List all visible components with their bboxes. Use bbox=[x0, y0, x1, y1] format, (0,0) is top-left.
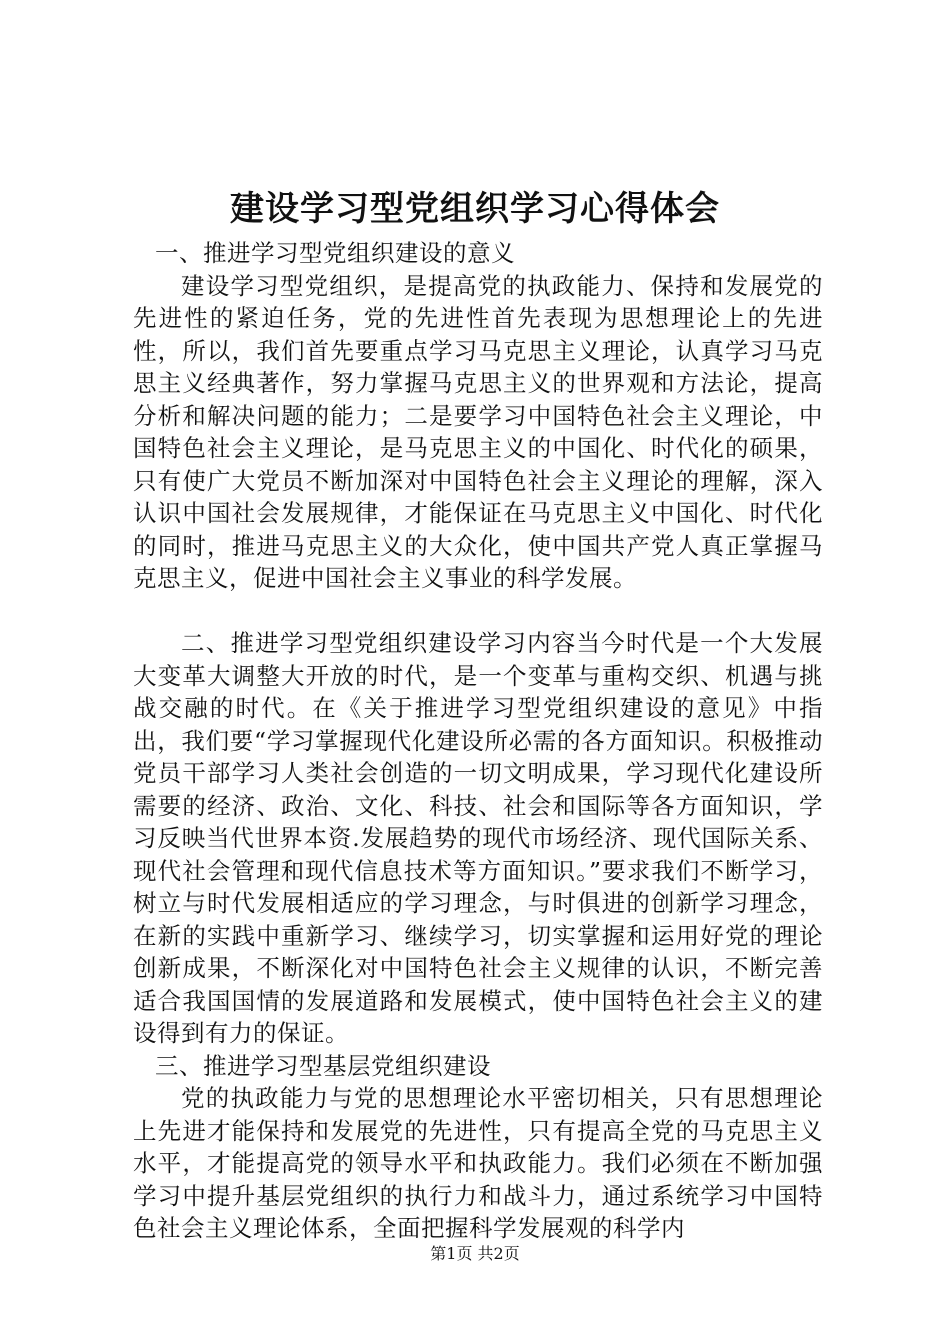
section3-heading: 三、推进学习型基层党组织建设 bbox=[155, 1051, 491, 1080]
section2-paragraph: 二、推进学习型党组织建设学习内容当今时代是一个大发展大变革大调整大开放的时代，是一个变革与重构交织、机遇与挑战交融的时代。在《关于推进学习型党组织建设的意见》中指出，我们要“学习掌握现代化建设所必需的各方面知识。积极推动党员干部学习人类社会创造的一切文明成果，学习现代化建设所需要的经济、政治、文化、科技、社会和国际等各方面知识，学习反映当代世界本资.发展趋势的现代市场经济、现代国际关系、现代社会管理和现代信息技术等方面知识。”要求我们不断学习，树立与时代发展相适应的学习理念，与时俱进的创新学习理念，在新的实践中重新学习、继续学习，切实掌握和运用好党的理论创新成果，不断深化对中国特色社会主义规律的认识，不断完善适合我国国情的发展道路和发展模式，使中国特色社会主义的建设得到有力的保证。 bbox=[133, 629, 823, 1047]
paragraph-spacer bbox=[133, 595, 823, 628]
page-footer: 第1页 共2页 bbox=[430, 1244, 520, 1263]
document-title: 建设学习型党组织学习心得体会 bbox=[230, 189, 720, 229]
section1-paragraph: 建设学习型党组织，是提高党的执政能力、保持和发展党的先进性的紧迫任务，党的先进性首先表现为思想理论上的先进性，所以，我们首先要重点学习马克思主义理论，认真学习马克思主义经典著作，努力掌握马克思主义的世界观和方法论，提高分析和解决问题的能力；二是要学习中国特色社会主义理论，中国特色社会主义理论，是马克思主义的中国化、时代化的硕果，只有使广大党员不断加深对中国特色社会主义理论的理解，深入认识中国社会发展规律，才能保证在马克思主义中国化、时代化的同时，推进马克思主义的大众化，使中国共产党人真正掌握马克思主义，促进中国社会主义事业的科学发展。 bbox=[133, 271, 823, 592]
document-body bbox=[133, 237, 823, 1245]
section3-paragraph: 党的执政能力与党的思想理论水平密切相关，只有思想理论上先进才能保持和发展党的先进性，只有提高全党的马克思主义水平，才能提高党的领导水平和执政能力。我们必须在不断加强学习中提升基层党组织的执行力和战斗力，通过系统学习中国特色社会主义理论体系，全面把握科学发展观的科学内 bbox=[133, 1084, 823, 1242]
section1-heading: 一、推进学习型党组织建设的意义 bbox=[155, 239, 515, 267]
